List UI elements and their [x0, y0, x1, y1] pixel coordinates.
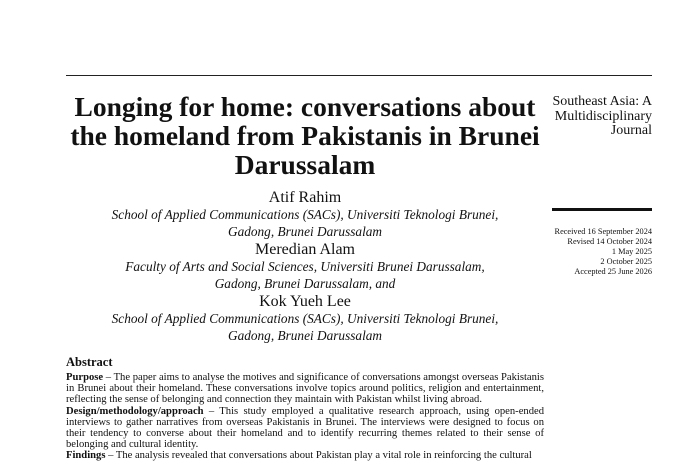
- journal-name-line: Southeast Asia: A: [552, 94, 652, 109]
- section-label: Design/methodology/approach: [66, 405, 204, 417]
- author-affiliation: School of Applied Communications (SACs), Universiti Teknologi Brunei,: [111, 311, 499, 326]
- section-text: – The analysis revealed that conversations about Pakistan play a vital role in reinforcing the cultural: [105, 450, 532, 462]
- abstract: [66, 354, 544, 462]
- date-received: Received 16 September 2024: [554, 227, 652, 236]
- author-name: Atif Rahim: [268, 189, 342, 206]
- section-label: Findings: [66, 450, 106, 462]
- date-revised: Revised 14 October 2024: [567, 237, 652, 246]
- journal-rule: [552, 208, 652, 211]
- section-text: – This study employed a qualitative research approach, using open-ended interviews to gather narratives from overseas Pakistanis in Brunei. The interviews were designed to focus on their tendency to converse about their homeland and to identify recurring themes related to their sense of belonging and cultural identity.: [66, 405, 544, 451]
- author-affiliation: Faculty of Arts and Social Sciences, Universiti Brunei Darussalam,: [125, 259, 485, 274]
- abstract-design: [66, 406, 544, 451]
- abstract-findings: [66, 450, 544, 461]
- date-revised: 1 May 2025: [611, 247, 652, 256]
- date-accepted: Accepted 25 June 2026: [574, 267, 652, 276]
- journal-name-line: Journal: [610, 123, 652, 138]
- section-text: – The paper aims to analyse the motives and significance of conversations amongst overseas Pakistanis in Brunei about their homeland. These conversations involve topics around politics, religion and entertainment, reflecting the sense of belonging and connection they maintain with Pakistan whilst living abroad.: [66, 372, 544, 406]
- author-affiliation: School of Applied Communications (SACs), Universiti Teknologi Brunei,: [111, 207, 499, 222]
- author-block: [66, 188, 544, 344]
- author-affiliation: Gadong, Brunei Darussalam: [227, 223, 383, 239]
- journal-name: [540, 95, 652, 139]
- author-affiliation: Gadong, Brunei Darussalam: [227, 327, 383, 343]
- abstract-heading: Abstract: [66, 355, 113, 369]
- author-name: Meredian Alam: [255, 241, 355, 258]
- top-rule: [66, 75, 652, 76]
- author-affiliation: Gadong, Brunei Darussalam, and: [214, 275, 396, 291]
- section-label: Purpose: [66, 372, 104, 383]
- journal-name-line: Multidisciplinary: [554, 108, 652, 124]
- author-name: Kok Yueh Lee: [259, 293, 351, 310]
- abstract-purpose: [66, 372, 544, 406]
- article-history: [540, 227, 652, 277]
- date-revised: 2 October 2025: [600, 257, 652, 266]
- article-title: Longing for home: conversations about the homeland from Pakistanis in Brunei Darussalam: [70, 91, 540, 180]
